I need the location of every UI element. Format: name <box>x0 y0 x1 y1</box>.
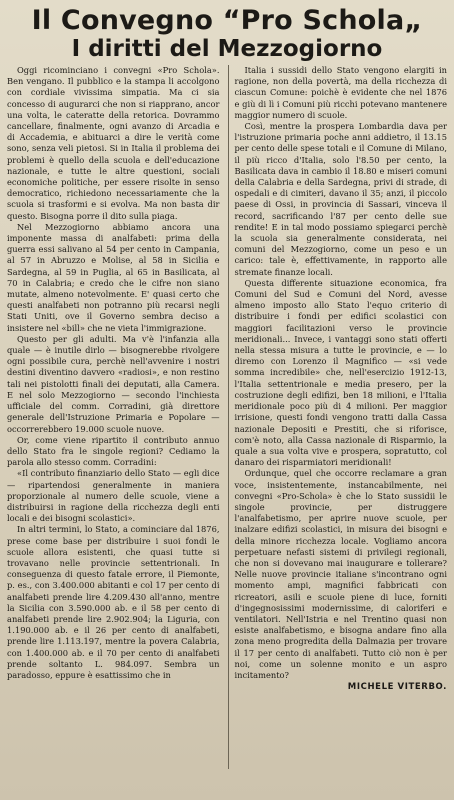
article-column-right <box>228 65 448 769</box>
paragraph: Oggi ricominciano i convegni «Pro Schola». Ben vengano. Il pubblico e la stampa li accolgono con cordiale vivissima simpatia. Ma ci sia concesso di augurarci che non si riapprano, ancor una volta, le cateratte della retorica. Dovrammo cancellare, finalmente, ogni avanzo di Arcadia e di Accademia, e abituarci a dire le verità come sono, senza veli pietosi. Si in Italia il problema dei problemi è quello della scuola e dell'educazione nazionale, e tutte le altre questioni, sociali economiche politiche, per essere risolte in senso democratico, richiedono necessariamente che la scuola si trasformi e si evolva. Ma non basta dir questo. Bisogna porre il dito sulla piaga. <box>7 65 220 221</box>
paragraph: Nel Mezzogiorno abbiamo ancora una imponente massa di analfabeti: prima della guerra essi salivano al 54 per cento in Campania, al 57 in Abruzzo e Molise, al 58 in Sicilia e Sardegna, al 59 in Puglia, al 65 in Basilicata, al 70 in Calabria; e credo che le cifre non siano mutate, almeno notevolmente. E' quasi certo che questi analfabeti non potranno più recarsi negli Stati Uniti, ove il Governo sembra deciso a insistere nel «bill» che ne vieta l'immigrazione. <box>7 221 220 333</box>
subheadline: I diritti del Mezzogiorno <box>71 36 383 62</box>
author-signature: MICHELE VITERBO. <box>347 682 447 693</box>
paragraph: Ordunque, quel che occorre reclamare a gran voce, insistentemente, instancabilmente, nei convegni «Pro-Schola» è che lo Stato sussidii le singole provincie, per distruggere l'analfabetismo, per aprire nuove scuole, per inalzare edifizi scolastici, in misura dei bisogni e della minore ricchezza locale. Vogliamo ancora perpetuare nefasti sistemi di privilegi regionali, che non si dovevano mai inaugurare e tollerare? Nelle nuove provincie italiane s'incontrano ogni momento ampi, magnifici fabbricati con ricreatori, asili e scuole piene di luce, forniti d'ingegnosissimi modernissime, di caloriferi e ventilatori. Nell'Istria e nel Trentino quasi non esiste analfabetismo, e bisogna andare fino alla zona meno progredita della Dalmazia per trovare il 17 per cento di analfabeti. Tutto ciò non è per noi, come un solenne monito e un aspro incitamento? <box>234 468 447 680</box>
article-columns <box>7 65 447 769</box>
paragraph: In altri termini, lo Stato, a cominciare dal 1876, prese come base per distribuire i suoi fondi le scuole allora esistenti, che quasi tutte si trovavano nelle provincie settentrionali. In conseguenza di questo fatale errore, il Piemonte, p. es., con 3.400.000 abitanti e col 17 per cento di analfabeti prende lire 4.209.430 all'anno, mentre la Sicilia con 3.590.000 ab. e il 58 per cento di analfabeti prende lire 2.902.904; la Liguria, con 1.190.000 ab. e il 26 per cento di analfabeti, prende lire 1.113.197, mentre la povera Calabria, con 1.400.000 ab. e il 70 per cento di analfabeti prende soltanto L. 984.097. Sembra un paradosso, eppure è esattissimo che in <box>7 524 220 680</box>
headline: Il Convegno “Pro Schola„ <box>31 5 423 36</box>
paragraph: Questo per gli adulti. Ma v'è l'infanzia alla quale — è inutile dirlo — bisognerebbe rivolgere ogni possibile cura, perchè nell'avvenire i nostri destini diventino davvero «radiosi», e non restino tali nei pistolotti finali dei deputati, alla Camera. E nel solo Mezzogiorno — secondo l'inchiesta ufficiale del comm. Corradini, già direttore generale dell'Istruzione Primaria e Popolare — occorrerebbero 19.000 scuole nuove. <box>7 333 220 434</box>
article-column-left <box>7 65 220 769</box>
paragraph: Italia i sussidi dello Stato vengono elargiti in ragione, non della povertà, ma della ricchezza di ciascun Comune: poichè è evidente che nel 1876 e giù di lì i Comuni più ricchi potevano mantenere maggior numero di scuole. <box>234 65 447 120</box>
paragraph: Or, come viene ripartito il contributo annuo dello Stato fra le singole regioni? Cediamo la parola allo stesso comm. Corradini: <box>7 434 220 468</box>
paragraph: Questa differente situazione economica, fra Comuni del Sud e Comuni del Nord, avesse almeno imposto allo Stato l'equo criterio di distribuire i fondi per edifici scolastici con maggiori facilitazioni verso le provincie meridionali... Invece, i vantaggi sono stati offerti nella stessa misura a tutte le provincie, e — lo diremo con Lorenzo il Magnifico — «si vede somma incredibile» che, nell'esercizio 1912-13, l'Italia settentrionale e media presero, per la costruzione degli edifizi, ben 18 milioni, e l'Italia meridionale poco più di 4 milioni. Per maggior irrisione, questi fondi vengono tratti dalla Cassa nazionale Depositi e Prestiti, che si riforisce, com'è noto, alla Cassa nazionale di Risparmio, la quale a sua volta vive e prospera, sopratutto, col danaro dei risparmiatori meridionali! <box>234 277 447 468</box>
paragraph: «Il contributo finanziario dello Stato — egli dice — ripartendosi generalmente in maniera proporzionale al numero delle scuole, viene a distribuirsi in ragione della ricchezza degli enti locali e dei bisogni scolastici». <box>7 468 220 524</box>
paragraph: Così, mentre la prospera Lombardia dava per l'istruzione primaria poche anni addietro, il 13.15 per cento delle spese totali e il Comune di Milano, il più ricco d'Italia, solo l'8.50 per cento, la Basilicata dava in cambio il 18.80 e miseri comuni della Calabria e della Sardegna, privi di strade, di ospedali e di cimiteri, davano il 35; anzi, il piccolo paese di Ossi, in provincia di Sassari, vinceva il record, sacrificando l'87 per cento delle sue rendite! E in tal modo possiamo spiegarci perchè la scuola sia generalmente considerata, nei comuni del Mezzogiorno, come un peso e un carico: tale è, effettivamente, in rapporto alle stremate finanze locali. <box>234 121 447 277</box>
